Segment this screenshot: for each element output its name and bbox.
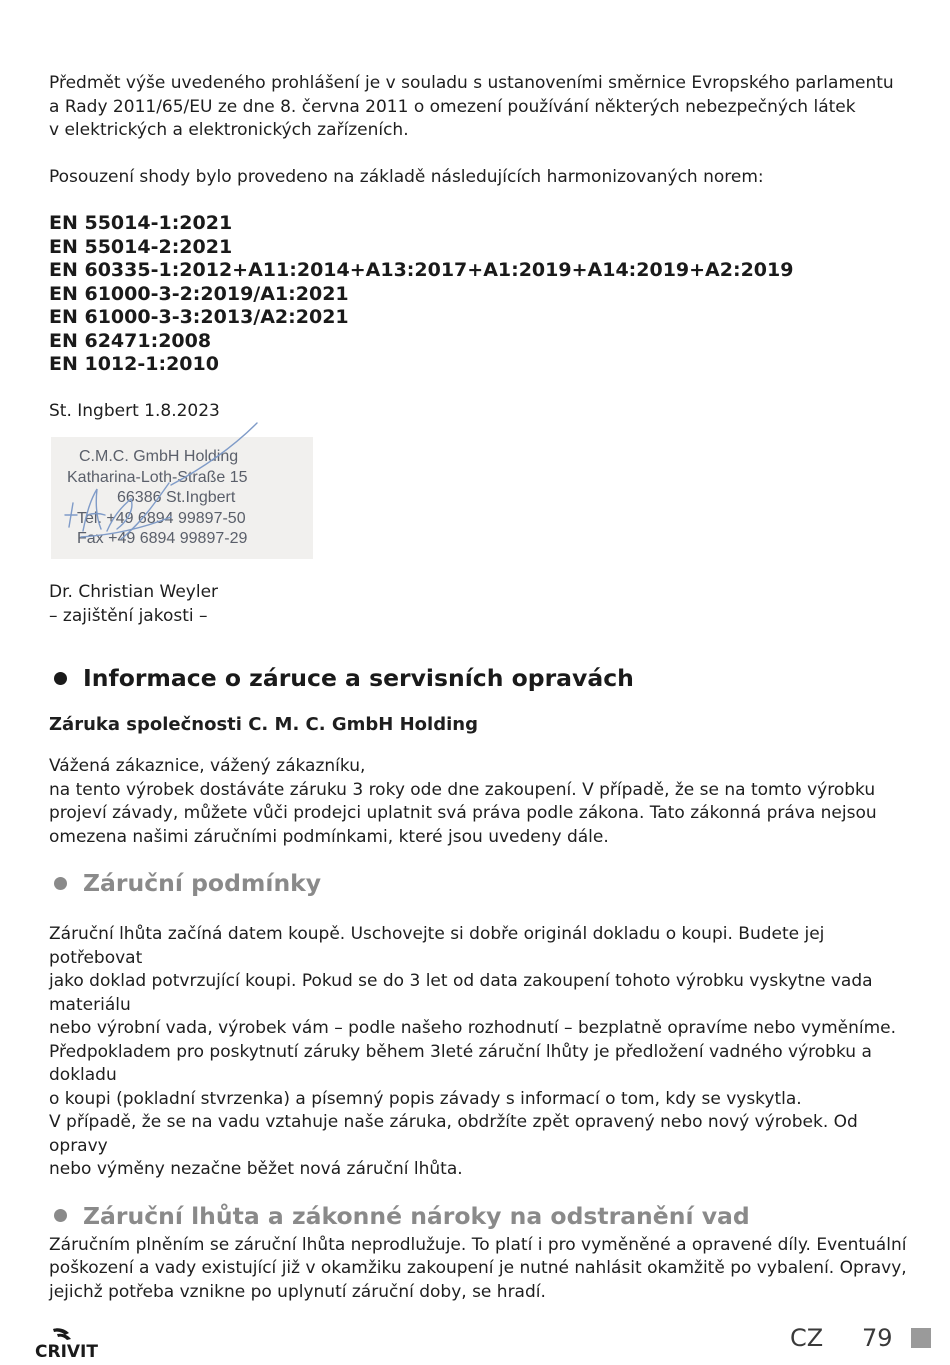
text-line: poškození a vady existující již v okamžiku zakoupení je nutné nahlásit okamžitě po vybalení. Opravy,: [49, 1258, 907, 1278]
conditions-text: [49, 923, 909, 1182]
text-line: Vážená zákaznice, vážený zákazníku,: [49, 756, 366, 776]
place-date: St. Ingbert 1.8.2023: [49, 400, 220, 421]
handwritten-signature: [51, 419, 313, 559]
footer-marker: [911, 1328, 931, 1348]
norm-item: EN 61000-3-2:2019/A1:2021: [49, 282, 349, 305]
rohs-statement: [49, 72, 909, 143]
signer-role: – zajištění jakosti –: [49, 605, 208, 626]
section-heading-claims: [49, 1202, 909, 1230]
norm-item: EN 55014-2:2021: [49, 235, 233, 258]
brand-name: CRIVIT: [35, 1342, 98, 1359]
stamp-line: 66386 St.Ingbert: [117, 489, 236, 507]
text-line: Předmět výše uvedeného prohlášení je v souladu s ustanoveními směrnice Evropského parlamentu: [49, 73, 894, 93]
page-number: 79: [862, 1324, 893, 1352]
norms-list: [49, 212, 909, 377]
norm-item: EN 61000-3-3:2013/A2:2021: [49, 306, 349, 328]
text-line: nebo výměny nezačne běžet nová záruční lhůta.: [49, 1159, 463, 1179]
text-line: na tento výrobek dostáváte záruku 3 roky ode dne zakoupení. V případě, že se na tomto výrobku: [49, 779, 876, 800]
bullet-icon: [54, 672, 67, 685]
bullet-icon: [54, 877, 67, 890]
bullet-icon: [54, 1209, 67, 1222]
norm-item: EN 62471:2008: [49, 329, 212, 352]
section-title: Záruční podmínky: [83, 869, 322, 897]
norm-item: EN 55014-1:2021: [49, 212, 233, 234]
section-heading-conditions: [49, 869, 909, 897]
norm-item: EN 1012-1:2010: [49, 353, 219, 375]
section-title: Záruční lhůta a zákonné nároky na odstranění vad: [83, 1201, 750, 1230]
text-line: v elektrických a elektronických zařízeních.: [49, 120, 409, 140]
stamp-line: Fax +49 6894 99897-29: [77, 530, 248, 548]
signer-block: [49, 581, 909, 628]
text-line: o koupi (pokladní stvrzenka) a písemný popis závady s informací o tom, kdy se vyskytla.: [49, 1088, 802, 1109]
claims-text: [49, 1234, 909, 1305]
warranty-text: [49, 755, 909, 849]
text-line: projeví závady, můžete vůči prodejci uplatnit svá práva podle zákona. Tato zákonná práva nejsou: [49, 803, 877, 823]
norms-intro: Posouzení shody bylo provedeno na základě následujících harmonizovaných norem:: [49, 166, 764, 187]
text-line: jako doklad potvrzující koupi. Pokud se do 3 let od data zakoupení tohoto výrobku vyskytne vada materiálu: [49, 971, 873, 1015]
company-stamp: [51, 437, 313, 559]
text-line: Záručním plněním se záruční lhůta neprodlužuje. To platí i pro vyměněné a opravené díly. Eventuální: [49, 1234, 907, 1255]
stamp-line: C.M.C. GmbH Holding: [79, 448, 239, 465]
text-line: omezena našimi záručními podmínkami, které jsou uvedeny dále.: [49, 826, 609, 847]
text-line: Záruční lhůta začíná datem koupě. Uschovejte si dobře originál dokladu o koupi. Budete jej potřebovat: [49, 924, 825, 968]
crivit-logo: [35, 1327, 105, 1363]
section-heading-warranty: [49, 664, 909, 692]
stamp-line: Katharina-Loth-Straße 15: [67, 468, 248, 486]
text-line: Předpokladem pro poskytnutí záruky během 3leté záruční lhůty je předložení vadného výrobku a dokladu: [49, 1041, 872, 1085]
language-code: CZ: [790, 1324, 824, 1352]
subsection-heading: Záruka společnosti C. M. C. GmbH Holding: [49, 714, 478, 735]
stamp-line: Tel. +49 6894 99897-50: [77, 509, 246, 527]
signer-name: Dr. Christian Weyler: [49, 582, 219, 602]
text-line: V případě, že se na vadu vztahuje naše záruka, obdržíte zpět opravený nebo nový výrobek. Od opravy: [49, 1112, 858, 1156]
text-line: jejichž potřeba vznikne po uplynutí záruční doby, se hradí.: [49, 1281, 546, 1302]
norm-item: EN 60335-1:2012+A11:2014+A13:2017+A1:2019+A14:2019+A2:2019: [49, 259, 794, 281]
text-line: a Rady 2011/65/EU ze dne 8. června 2011 o omezení používání některých nebezpečných látek: [49, 96, 856, 117]
section-title: Informace o záruce a servisních opravách: [83, 664, 634, 692]
text-line: nebo výrobní vada, výrobek vám – podle našeho rozhodnutí – bezplatně opravíme nebo vyměníme.: [49, 1018, 897, 1038]
document-page: [49, 72, 909, 1324]
brand-logo: [35, 1327, 105, 1359]
